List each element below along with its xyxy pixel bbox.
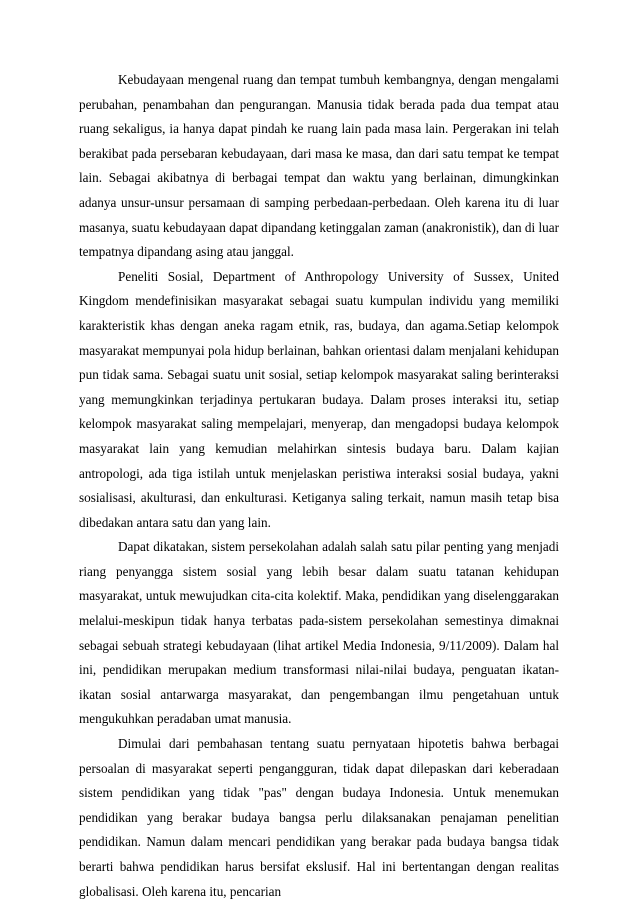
- paragraph-peneliti-sosial: Peneliti Sosial, Department of Anthropology University of Sussex, United Kingdom mendefinisikan masyarakat sebagai suatu kumpulan individu yang memiliki karakteristik khas dengan aneka ragam etnik, ras, budaya, dan agama.Setiap kelompok masyarakat mempunyai pola hidup berlainan, bahkan orientasi dalam menjalani kehidupan pun tidak sama. Sebagai suatu unit sosial, setiap kelompok masyarakat saling berinteraksi yang memungkinkan terjadinya pertukaran budaya. Dalam proses interaksi itu, setiap kelompok masyarakat saling mempelajari, menyerap, dan mengadopsi budaya kelompok masyarakat lain yang kemudian melahirkan sintesis budaya baru. Dalam kajian antropologi, ada tiga istilah untuk menjelaskan peristiwa interaksi sosial budaya, yakni sosialisasi, akulturasi, dan enkulturasi. Ketiganya saling terkait, namun masih tetap bisa dibedakan antara satu dan yang lain.: [79, 268, 559, 530]
- paragraph-pendidikan-berakar-budaya: Dimulai dari pembahasan tentang suatu pernyataan hipotetis bahwa berbagai persoalan di masyarakat seperti pengangguran, tidak dapat dilepaskan dari keberadaan sistem pendidikan yang tidak "pas" dengan budaya Indonesia. Untuk menemukan pendidikan yang berakar budaya bangsa perlu dilaksanakan penajaman penelitian pendidikan. Namun dalam mencari pendidikan yang berakar pada budaya bangsa tidak berarti bahwa pendidikan harus bersifat ekslusif. Hal ini bertentangan dengan realitas globalisasi. Oleh karena itu, pencarian: [79, 736, 559, 899]
- document-body: [79, 68, 559, 904]
- paragraph-kebudayaan: Kebudayaan mengenal ruang dan tempat tumbuh kembangnya, dengan mengalami perubahan, penambahan dan pengurangan. Manusia tidak berada pada dua tempat atau ruang sekaligus, ia hanya dapat pindah ke ruang lain pada masa lain. Pergerakan ini telah berakibat pada persebaran kebudayaan, dari masa ke masa, dan dari satu tempat ke tempat lain. Sebagai akibatnya di berbagai tempat dan waktu yang berlainan, dimungkinkan adanya unsur-unsur persamaan di samping perbedaan-perbedaan. Oleh karena itu di luar masanya, suatu kebudayaan dapat dipandang ketinggalan zaman (anakronistik), dan di luar tempatnya dipandang asing atau janggal.: [79, 72, 559, 260]
- paragraph-sistem-persekolahan: Dapat dikatakan, sistem persekolahan adalah salah satu pilar penting yang menjadi riang penyangga sistem sosial yang lebih besar dalam suatu tatanan kehidupan masyarakat, untuk mewujudkan cita-cita kolektif. Maka, pendidikan yang diselenggarakan melalui-meskipun tidak hanya terbatas pada-sistem persekolahan semestinya dimaknai sebagai sebuah strategi kebudayaan (lihat artikel Media Indonesia, 9/11/2009). Dalam hal ini, pendidikan merupakan medium transformasi nilai-nilai budaya, penguatan ikatan-ikatan sosial antarwarga masyarakat, dan pengembangan ilmu pengetahuan untuk mengukuhkan peradaban umat manusia.: [79, 539, 559, 727]
